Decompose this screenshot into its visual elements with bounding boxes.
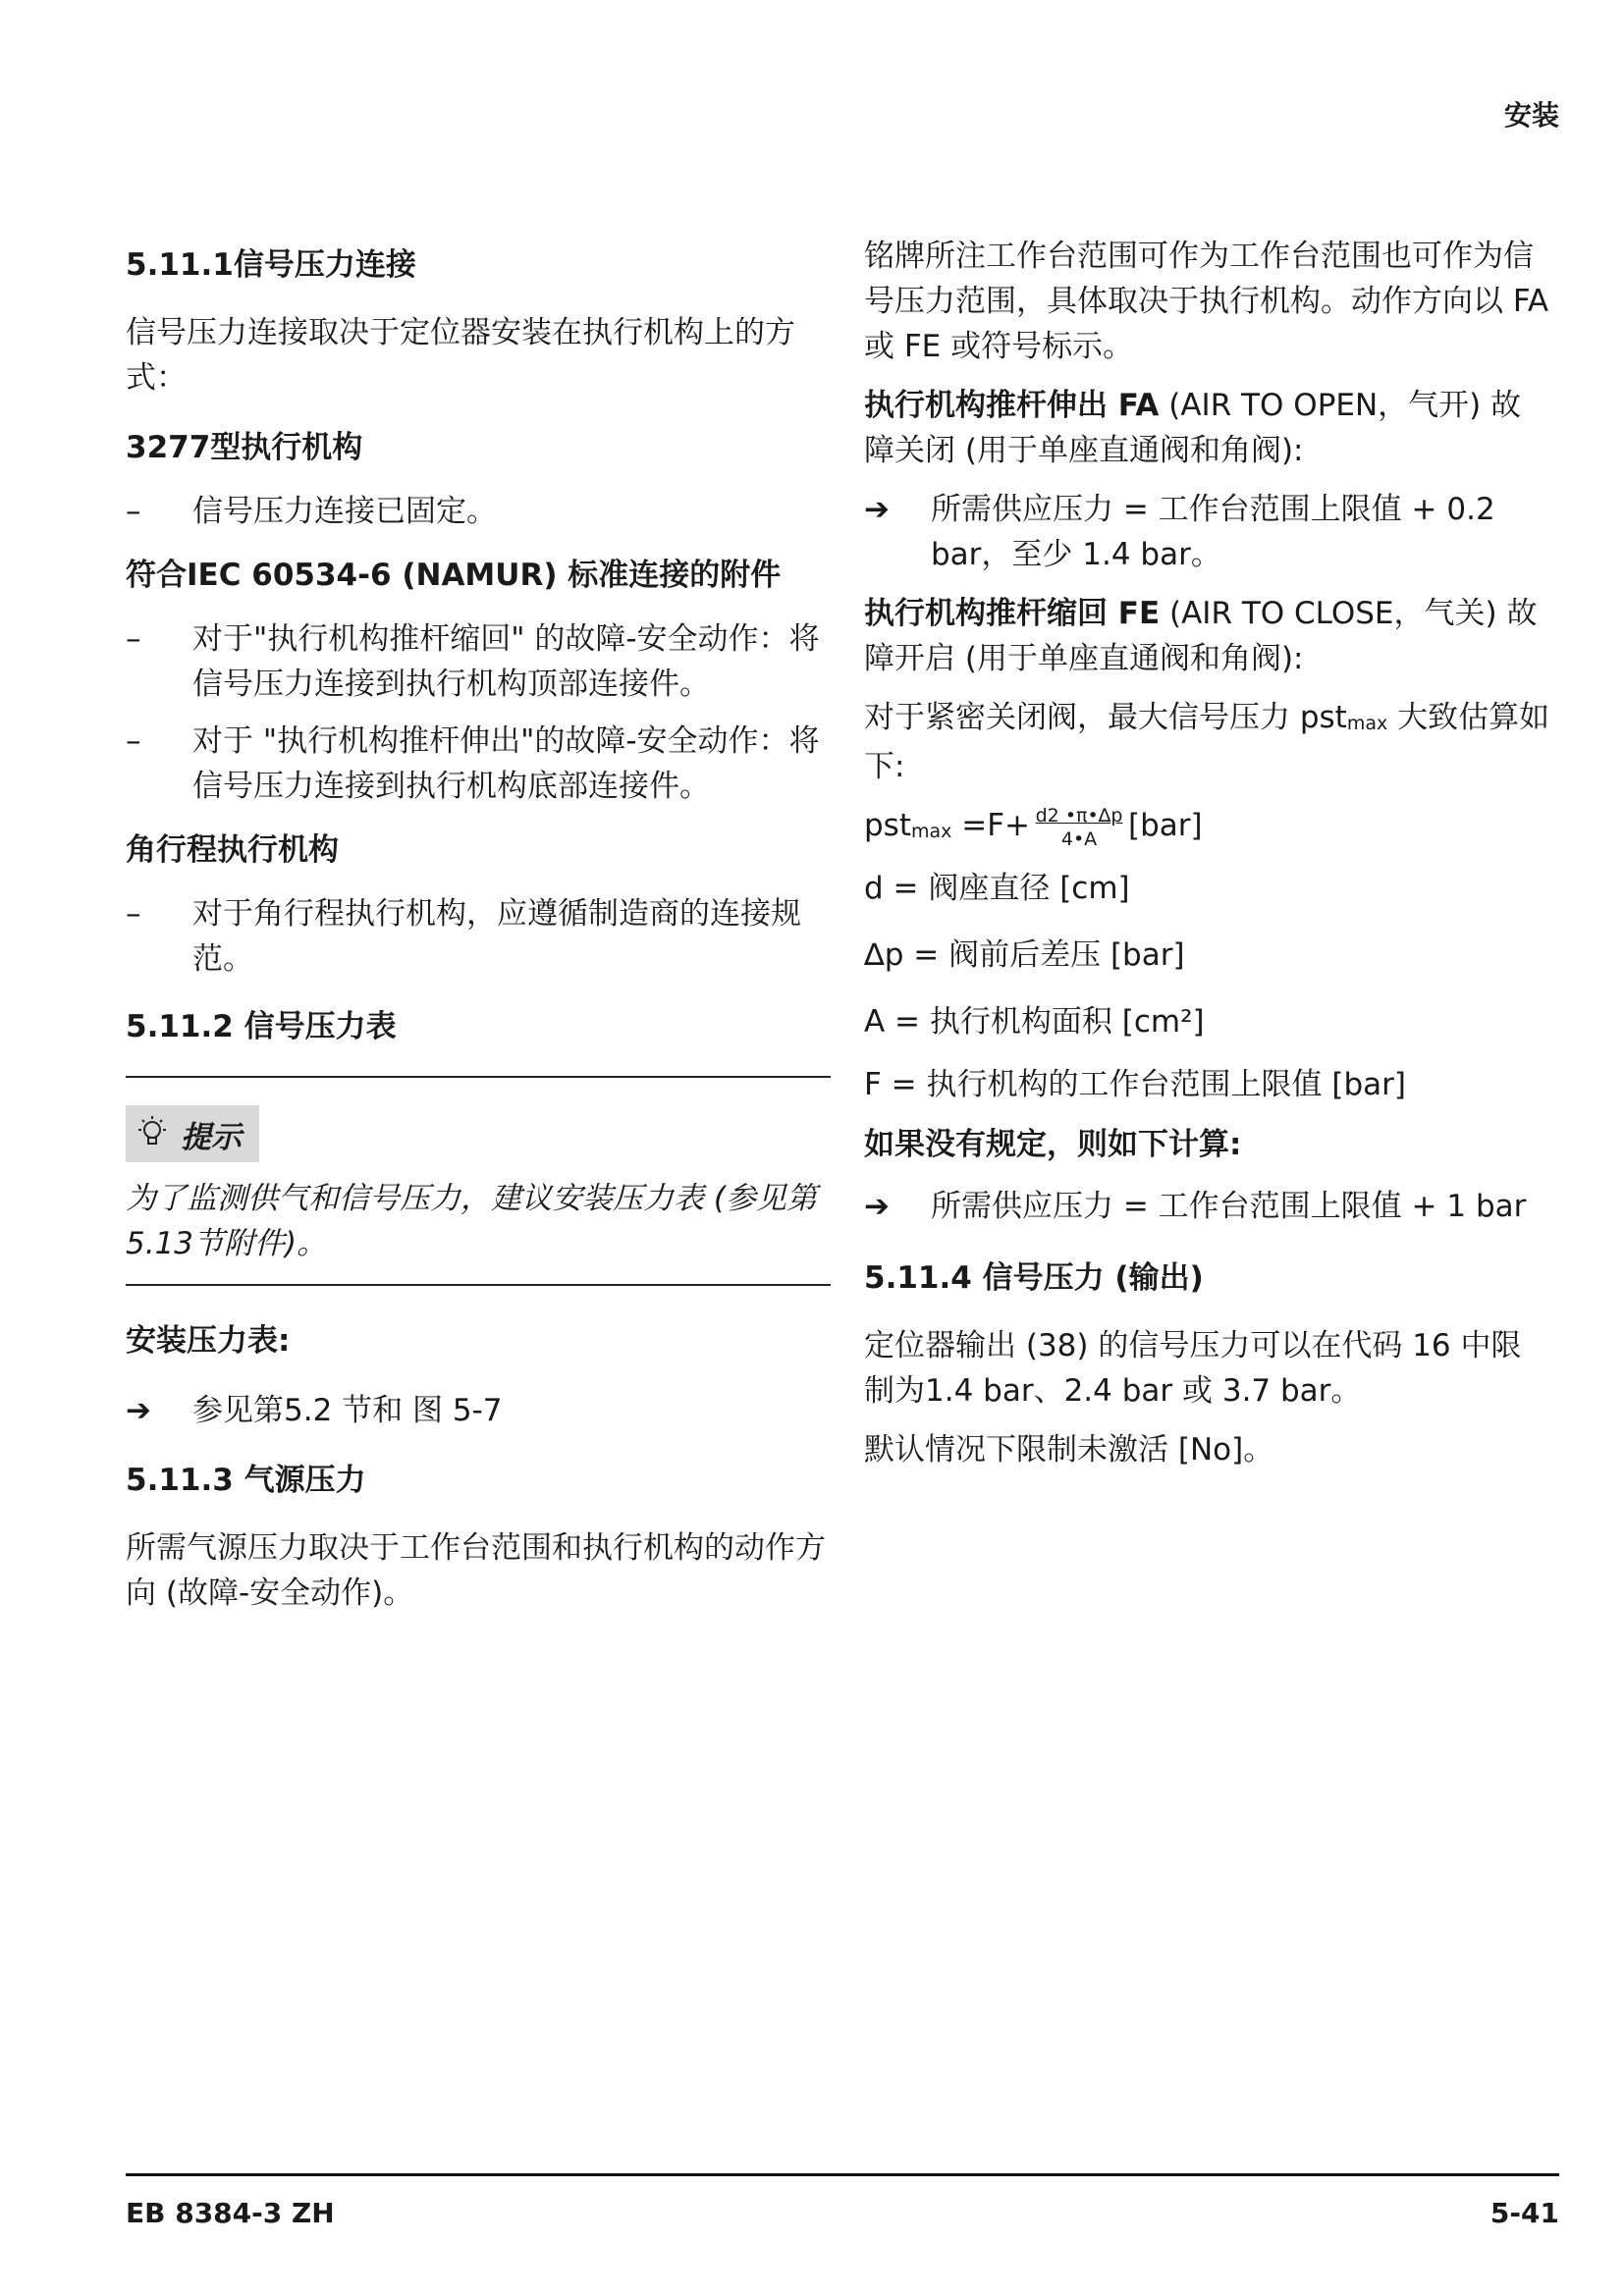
rotary-actuator-heading: 角行程执行机构 bbox=[126, 832, 339, 868]
dash-bullet: – bbox=[126, 723, 141, 759]
section-5-11-1-title: 5.11.1信号压力连接 bbox=[126, 247, 416, 283]
list-item: ➔ 参见第5.2 节和 图 5-7 bbox=[126, 1388, 831, 1433]
lightbulb-icon bbox=[135, 1115, 169, 1152]
header-section-title: 安装 bbox=[1503, 99, 1559, 132]
tip-label: 提示 bbox=[181, 1119, 242, 1155]
section-5-11-3-text: 所需气源压力取决于工作台范围和执行机构的动作方向 (故障-安全动作)。 bbox=[126, 1530, 826, 1611]
fa-paragraph: 执行机构推杆伸出 FA (AIR TO OPEN，气开) 故障关闭 (用于单座直通阀和角阀): bbox=[864, 388, 1522, 468]
list-item: – 对于角行程执行机构，应遵循制造商的连接规范。 bbox=[126, 891, 831, 982]
definition-item: d = 阀座直径 [cm] bbox=[864, 871, 1130, 906]
tip-text: 为了监测供气和信号压力，建议安装压力表 (参见第5.13节附件)。 bbox=[126, 1181, 817, 1261]
fe-paragraph: 执行机构推杆缩回 FE (AIR TO CLOSE，气关) 故障开启 (用于单座直通阀和角阀): bbox=[864, 596, 1538, 676]
dash-bullet: – bbox=[126, 896, 141, 932]
divider bbox=[126, 1284, 831, 1286]
install-gauge-heading: 安装压力表: bbox=[126, 1323, 291, 1359]
list-item: – 对于 "执行机构推杆伸出"的故障-安全动作：将信号压力连接到执行机构底部连接件。 bbox=[126, 719, 831, 809]
section-5-11-4-title: 5.11.4 信号压力 (输出) bbox=[864, 1260, 1204, 1296]
dash-bullet: – bbox=[126, 621, 141, 657]
definition-item: A = 执行机构面积 [cm²] bbox=[864, 1004, 1205, 1040]
tip-box-row bbox=[126, 1105, 831, 1162]
list-item: ➔ 所需供应压力 = 工作台范围上限值 + 0.2 bar，至少 1.4 bar。 bbox=[864, 487, 1551, 577]
list-item: – 对于"执行机构推杆缩回" 的故障-安全动作：将信号压力连接到执行机构顶部连接件。 bbox=[126, 616, 831, 707]
formula-fraction bbox=[1030, 803, 1128, 850]
definition-item: ∆p = 阀前后差压 [bar] bbox=[864, 937, 1185, 973]
footer-divider bbox=[126, 2173, 1559, 2176]
arrow-right-icon: ➔ bbox=[864, 1189, 890, 1224]
namur-heading: 符合IEC 60534-6 (NAMUR) 标准连接的附件 bbox=[126, 558, 782, 593]
section-5-11-4-text: 定位器输出 (38) 的信号压力可以在代码 16 中限制为1.4 bar、2.4 bar 或 3.7 bar。 bbox=[864, 1328, 1522, 1409]
right-intro: 铭牌所注工作台范围可作为工作台范围也可作为信号压力范围，具体取决于执行机构。动作方向以 FA 或 FE 或符号标示。 bbox=[864, 239, 1549, 364]
pst-formula: pst$_{max}$ =F+ $\frac{d2 •\pi•\Delta p}{4•A}$ [bar] bbox=[864, 805, 1203, 850]
footer-document-id: EB 8384-3 ZH bbox=[126, 2197, 335, 2229]
tip-badge bbox=[126, 1105, 259, 1162]
fe-heading: 执行机构推杆缩回 FE bbox=[864, 596, 1161, 631]
section-5-11-3-title: 5.11.3 气源压力 bbox=[126, 1463, 366, 1498]
formula-denominator: 4•A bbox=[1060, 828, 1098, 850]
dash-bullet: – bbox=[126, 494, 141, 529]
arrow-right-icon: ➔ bbox=[126, 1393, 151, 1428]
tight-shutoff-text: 对于紧密关闭阀，最大信号压力 pst$_{max}$ 大致估算如下: bbox=[864, 700, 1550, 784]
list-item: ➔ 所需供应压力 = 工作台范围上限值 + 1 bar bbox=[864, 1184, 1551, 1229]
list-item: – 信号压力连接已固定。 bbox=[126, 489, 831, 534]
formula-numerator: d2 •π•∆p bbox=[1035, 805, 1123, 827]
divider bbox=[126, 1076, 831, 1078]
section-5-11-1-intro: 信号压力连接取决于定位器安装在执行机构上的方式： bbox=[126, 315, 795, 396]
no-spec-heading: 如果没有规定，则如下计算: bbox=[864, 1127, 1242, 1162]
left-column bbox=[126, 245, 831, 1616]
arrow-right-icon: ➔ bbox=[864, 492, 890, 527]
section-5-11-4-default: 默认情况下限制未激活 [No]。 bbox=[864, 1432, 1274, 1468]
footer-page-number: 5-41 bbox=[1489, 2197, 1559, 2229]
right-column bbox=[864, 239, 1551, 1472]
definition-item: F = 执行机构的工作台范围上限值 [bar] bbox=[864, 1067, 1406, 1102]
fa-heading: 执行机构推杆伸出 FA bbox=[864, 388, 1160, 423]
section-5-11-2-title: 5.11.2 信号压力表 bbox=[126, 1009, 397, 1044]
actuator-3277-heading: 3277型执行机构 bbox=[126, 430, 363, 465]
